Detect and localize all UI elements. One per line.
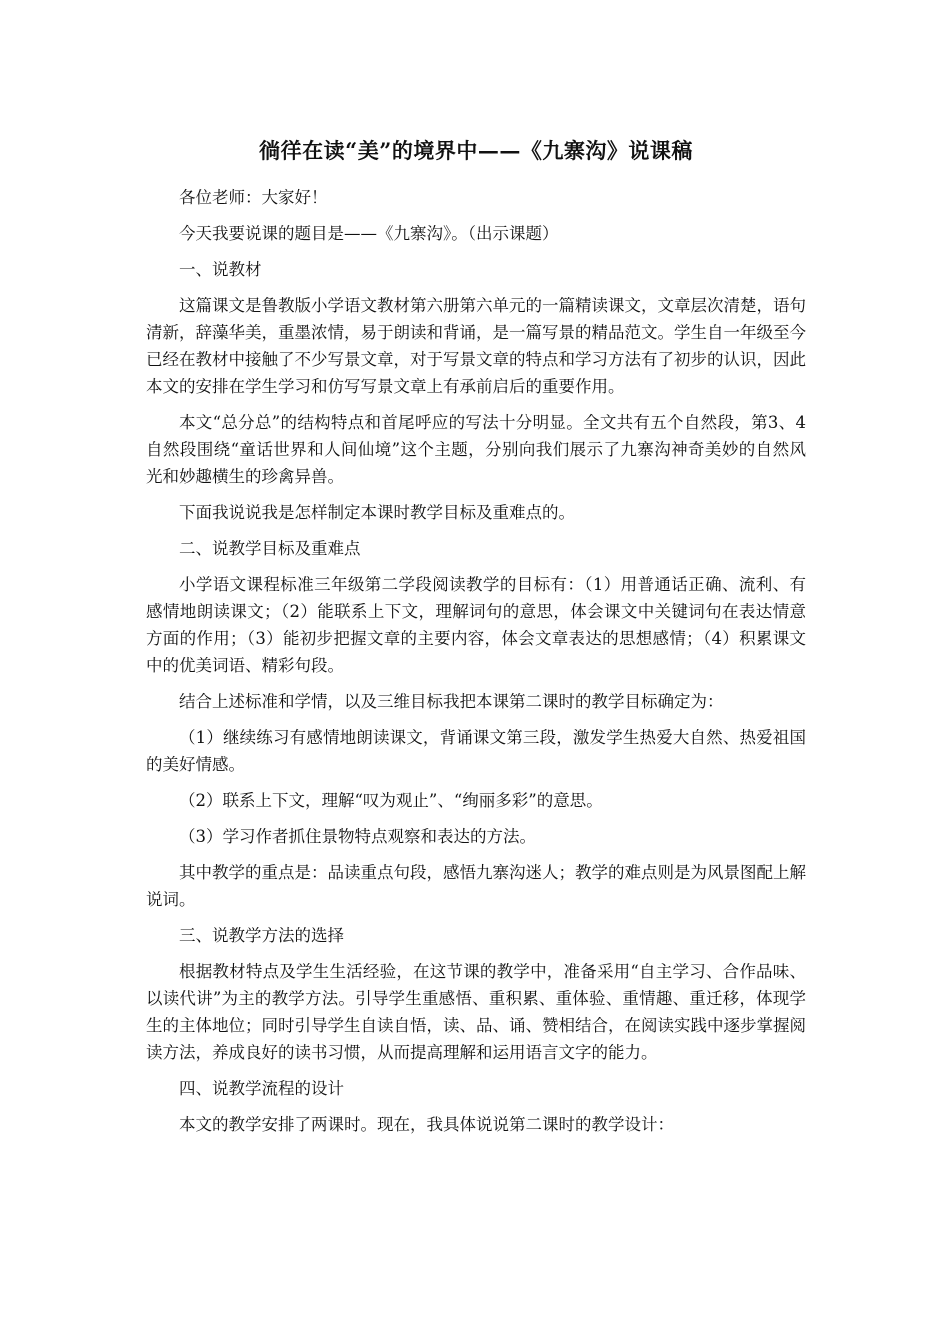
methods-paragraph: 根据教材特点及学生生活经验，在这节课的教学中，准备采用“自主学习、合作品味、以读代讲”为主的教学方法。引导学生重感悟、重积累、重体验、重情趣、重迁移，体现学生的主体地位；同时引导学生自读自悟，读、品、诵、赞相结合，在阅读实践中逐步掌握阅读方法，养成良好的读书习惯，从而提高理解和运用语言文字的能力。 — [146, 962, 806, 1062]
goal-item-3: （3）学习作者抓住景物特点观察和表达的方法。 — [179, 827, 536, 846]
document-page — [146, 136, 806, 1147]
textbook-paragraph-1: 这篇课文是鲁教版小学语文教材第六册第六单元的一篇精读课文，文章层次清楚，语句清新，辞藻华美，重墨浓情，易于朗读和背诵，是一篇写景的精品范文。学生自一年级至今已经在教材中接触了不少写景文章，对于写景文章的特点和学习方法有了初步的认识，因此本文的安排在学生学习和仿写写景文章上有承前启后的重要作用。 — [146, 296, 806, 396]
key-points-paragraph: 其中教学的重点是：品读重点句段，感悟九寨沟迷人；教学的难点则是为风景图配上解说词。 — [146, 863, 806, 909]
topic-paragraph: 今天我要说课的题目是——《九寨沟》。（出示课题） — [179, 224, 559, 243]
transition-paragraph: 下面我说说我是怎样制定本课时教学目标及重难点的。 — [179, 503, 575, 522]
section-heading-textbook: 一、说教材 — [179, 260, 262, 279]
greeting-paragraph: 各位老师：大家好！ — [179, 188, 328, 207]
curriculum-standard-paragraph: 小学语文课程标准三年级第二学段阅读教学的目标有：（1）用普通话正确、流利、有感情地朗读课文；（2）能联系上下文，理解词句的意思，体会课文中关键词句在表达情意方面的作用；（3）能初步把握文章的主要内容，体会文章表达的思想感情；（4）积累课文中的优美词语、精彩句段。 — [146, 575, 806, 675]
section-heading-goals: 二、说教学目标及重难点 — [179, 539, 361, 558]
textbook-paragraph-2: 本文“总分总”的结构特点和首尾呼应的写法十分明显。全文共有五个自然段，第3、4自然段围绕“童话世界和人间仙境”这个主题，分别向我们展示了九寨沟神奇美妙的自然风光和妙趣横生的珍禽异兽。 — [146, 413, 806, 486]
document-title: 徜徉在读“美”的境界中——《九寨沟》说课稿 — [259, 138, 693, 163]
goals-intro-paragraph: 结合上述标准和学情，以及三维目标我把本课第二课时的教学目标确定为： — [179, 692, 724, 711]
process-intro-paragraph: 本文的教学安排了两课时。现在，我具体说说第二课时的教学设计： — [179, 1115, 674, 1134]
section-heading-methods: 三、说教学方法的选择 — [179, 926, 344, 945]
goal-item-2: （2）联系上下文，理解“叹为观止”、“绚丽多彩”的意思。 — [179, 791, 603, 810]
goal-item-1: （1）继续练习有感情地朗读课文，背诵课文第三段，激发学生热爱大自然、热爱祖国的美好情感。 — [146, 728, 806, 774]
section-heading-process: 四、说教学流程的设计 — [179, 1079, 344, 1098]
